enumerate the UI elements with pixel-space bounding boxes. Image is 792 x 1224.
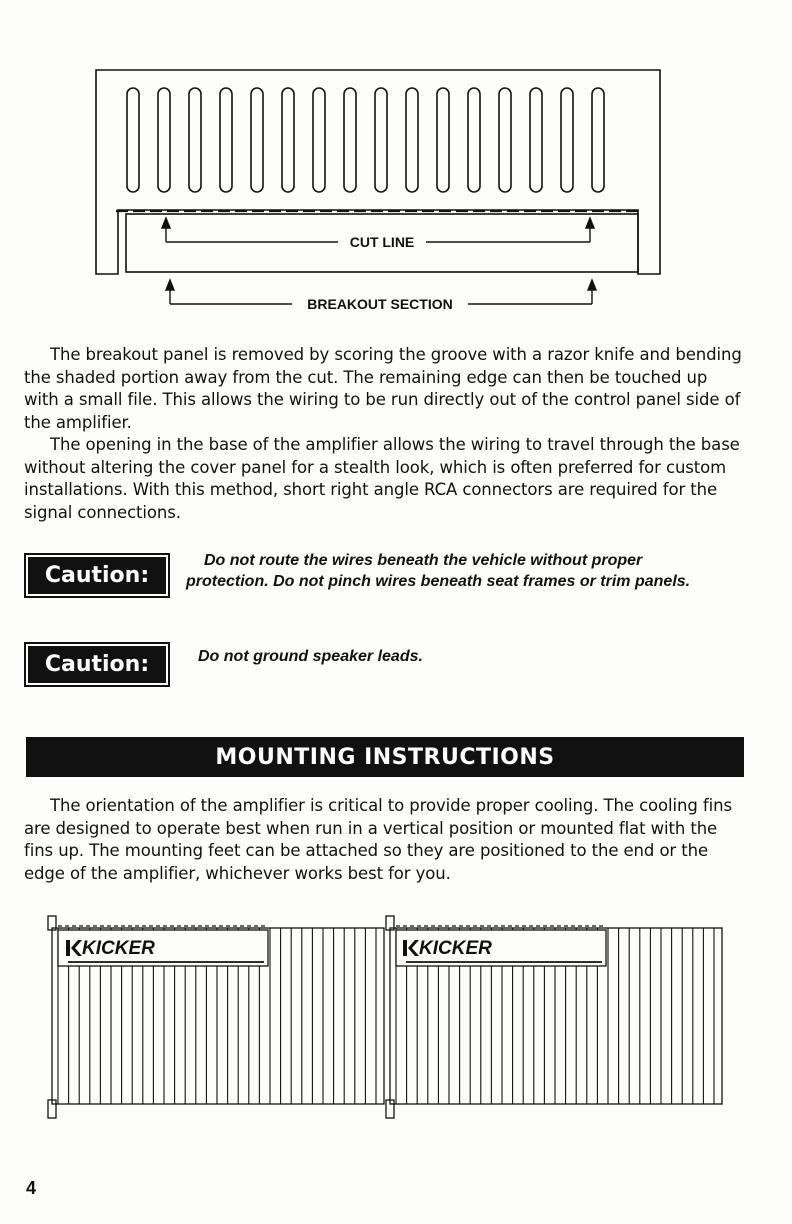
vent-slot xyxy=(251,88,263,192)
mounting-paragraph: The orientation of the amplifier is critical to provide proper cooling. The cooling fins are designed to operate best when run in a vertical position or mounted flat with the fins up. The mounting feet can be attached so they are positioned to the end or the edge of the amplifier, whichever works best for you. xyxy=(24,796,732,883)
vent-slot xyxy=(561,88,573,192)
vent-slot xyxy=(499,88,511,192)
caution-text-2: Do not ground speaker leads. xyxy=(198,648,423,665)
vent-slot xyxy=(437,88,449,192)
breakout-diagram xyxy=(90,62,670,322)
caution-badge-2: Caution: xyxy=(24,642,170,687)
vent-slot xyxy=(530,88,542,192)
intro-text xyxy=(24,344,744,524)
kicker-logo-left: KICKER xyxy=(82,938,155,959)
vent-slot xyxy=(313,88,325,192)
vent-slot xyxy=(406,88,418,192)
vent-slot xyxy=(468,88,480,192)
mounting-instructions-header: MOUNTING INSTRUCTIONS xyxy=(26,737,744,777)
intro-paragraph-2: The opening in the base of the amplifier allows the wiring to travel through the base without altering the cover panel for a stealth look, which is often preferred for custom installations. With this method, short right angle RCA connectors are required for the signal connections. xyxy=(24,435,740,522)
intro-paragraph-1: The breakout panel is removed by scoring the groove with a razor knife and bending the shaded portion away from the cut. The remaining edge can then be touched up with a small file. This allows the wiring to be run directly out of the control panel side of the amplifier. xyxy=(24,345,742,432)
caution-text-1: Do not route the wires beneath the vehicle without proper protection. Do not pinch wires beneath seat frames or trim panels. xyxy=(186,552,691,590)
vent-slot xyxy=(158,88,170,192)
vent-slot xyxy=(282,88,294,192)
kicker-logo-right: KICKER xyxy=(419,938,492,959)
cut-line-label: CUT LINE xyxy=(349,234,415,250)
vent-slot xyxy=(375,88,387,192)
breakout-section-label: BREAKOUT SECTION xyxy=(307,296,453,312)
vent-slot xyxy=(592,88,604,192)
amplifier-mounting-diagram xyxy=(44,910,744,1126)
page-number: 4 xyxy=(26,1178,37,1198)
vent-slot xyxy=(220,88,232,192)
vent-slot xyxy=(344,88,356,192)
mounting-text xyxy=(24,795,744,885)
caution-badge-1: Caution: xyxy=(24,553,170,598)
vent-slot xyxy=(189,88,201,192)
vent-slot xyxy=(127,88,139,192)
